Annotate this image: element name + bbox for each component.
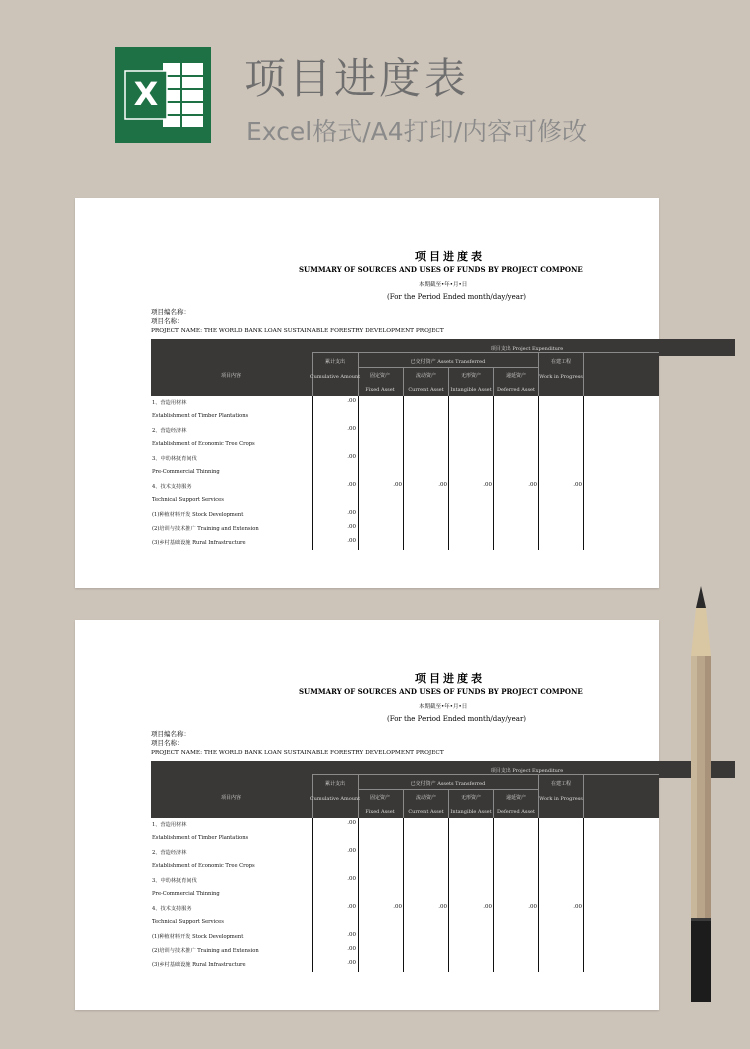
table-cell-value: .00 <box>573 482 582 488</box>
header-wip-en: Work in Progress <box>539 374 583 380</box>
page-title: 项目进度表 <box>244 54 470 103</box>
table-row-label: 2、营造经济林 <box>152 428 187 434</box>
table-cell-value: .00 <box>347 510 356 516</box>
header-deferred-cn: 递延资产 <box>505 795 527 801</box>
project-code-label: 项目编名称： <box>151 730 190 738</box>
project-name-label: 项目名称： <box>151 739 184 747</box>
table-row-label: Establishment of Economic Tree Crops <box>152 441 255 447</box>
table-cell-value: .00 <box>393 904 402 910</box>
header-fixed-en: Fixed Asset <box>365 387 395 393</box>
header-divider <box>448 367 449 396</box>
header-deferred-en: Deferred Asset <box>496 387 536 393</box>
table-row-label: 3、中幼林抚育间伐 <box>152 456 197 462</box>
table-header-band <box>659 339 735 356</box>
sheet-period: (For the Period Ended month/day/year) <box>387 715 527 723</box>
table-cell-value: .00 <box>528 482 537 488</box>
column-divider <box>403 818 404 972</box>
header-cumulative-en: Cumulative Amount <box>309 796 361 802</box>
table-row-label: (1)种植材料开发 Stock Development <box>152 512 244 518</box>
project-name: PROJECT NAME: THE WORLD BANK LOAN SUSTAINABLE FORESTRY DEVELOPMENT PROJECT <box>151 750 444 756</box>
table-cell-value: .00 <box>347 454 356 460</box>
table-row-label: 2、营造经济林 <box>152 850 187 856</box>
table-row-label: Pre-Commercial Thinning <box>152 891 220 897</box>
table-row-label: 4、技术支持服务 <box>152 484 192 490</box>
header-intangible-en: Intangible Asset <box>450 809 492 815</box>
progress-table <box>151 339 659 550</box>
sheet-title: 项目进度表 <box>415 250 485 263</box>
table-header <box>151 761 659 818</box>
header-expenditure: 项目支出 Project Expenditure <box>490 346 564 352</box>
excel-icon <box>115 47 211 143</box>
header-divider <box>448 789 449 818</box>
table-cell-value: .00 <box>393 482 402 488</box>
table-cell-value: .00 <box>347 946 356 952</box>
header-cumulative-cn: 累计支出 <box>324 359 346 365</box>
header-transferred: 已交付资产 Assets Transferred <box>410 359 486 365</box>
header-current-en: Current Asset <box>408 387 444 393</box>
table-cell-value: .00 <box>347 426 356 432</box>
header-wip-cn: 在建工程 <box>550 359 572 365</box>
header-intangible-cn: 无形资产 <box>460 373 482 379</box>
header-divider <box>312 774 659 775</box>
svg-text:X: X <box>133 75 159 113</box>
progress-table <box>151 761 659 972</box>
table-row-label: (2)培训与技术推广 Training and Extension <box>152 948 259 954</box>
sheet-period: (For the Period Ended month/day/year) <box>387 293 527 301</box>
table-cell-value: .00 <box>347 932 356 938</box>
header-divider <box>403 367 404 396</box>
table-cell-value: .00 <box>347 876 356 882</box>
table-cell-value: .00 <box>573 904 582 910</box>
table-cell-value: .00 <box>347 960 356 966</box>
table-cell-value: .00 <box>438 482 447 488</box>
header-intangible-cn: 无形资产 <box>460 795 482 801</box>
sheet-preview <box>75 198 659 588</box>
table-row-label: (3)乡村基础设施 Rural Infrastructure <box>152 962 246 968</box>
table-row-label: Establishment of Timber Plantations <box>152 835 249 841</box>
table-row-label: 1、营造用材林 <box>152 822 187 828</box>
table-row-label: 3、中幼林抚育间伐 <box>152 878 197 884</box>
table-row-label: 1、营造用材林 <box>152 400 187 406</box>
sheet-preview <box>75 620 659 1010</box>
column-divider <box>448 818 449 972</box>
column-divider <box>583 396 584 550</box>
header-fixed-cn: 固定资产 <box>369 373 391 379</box>
column-divider <box>583 818 584 972</box>
project-name: PROJECT NAME: THE WORLD BANK LOAN SUSTAINABLE FORESTRY DEVELOPMENT PROJECT <box>151 328 444 334</box>
table-cell-value: .00 <box>483 482 492 488</box>
header-deferred-en: Deferred Asset <box>496 809 536 815</box>
table-row-label: Establishment of Economic Tree Crops <box>152 863 255 869</box>
header-wip-en: Work in Progress <box>539 796 583 802</box>
header-divider <box>493 789 494 818</box>
sheet-subtitle: SUMMARY OF SOURCES AND USES OF FUNDS BY PROJECT COMPONE <box>299 265 583 274</box>
header-divider <box>312 352 659 353</box>
header-divider <box>403 789 404 818</box>
pencil-icon <box>688 586 714 1006</box>
header-deferred-cn: 递延资产 <box>505 373 527 379</box>
table-row-label: (1)种植材料开发 Stock Development <box>152 934 244 940</box>
table-row-label: Technical Support Services <box>152 497 224 503</box>
column-divider <box>538 396 539 550</box>
table-cell-value: .00 <box>438 904 447 910</box>
sheet-date-line: 本期截至•年•月•日 <box>419 282 468 288</box>
table-row-label: Pre-Commercial Thinning <box>152 469 220 475</box>
column-divider <box>312 396 313 550</box>
header-cumulative-cn: 累计支出 <box>324 781 346 787</box>
column-divider <box>358 396 359 550</box>
table-cell-value: .00 <box>347 482 356 488</box>
header-expenditure: 项目支出 Project Expenditure <box>490 768 564 774</box>
header-divider <box>493 367 494 396</box>
table-header <box>151 339 659 396</box>
table-cell-value: .00 <box>347 820 356 826</box>
header-fixed-cn: 固定资产 <box>369 795 391 801</box>
column-divider <box>312 818 313 972</box>
header-transferred: 已交付资产 Assets Transferred <box>410 781 486 787</box>
column-divider <box>493 396 494 550</box>
header-wip-cn: 在建工程 <box>550 781 572 787</box>
table-cell-value: .00 <box>483 904 492 910</box>
header-item-col: 项目内容 <box>220 795 242 801</box>
header-current-en: Current Asset <box>408 809 444 815</box>
project-code-label: 项目编名称： <box>151 308 190 316</box>
table-cell-value: .00 <box>528 904 537 910</box>
sheet-title: 项目进度表 <box>415 672 485 685</box>
column-divider <box>448 396 449 550</box>
table-cell-value: .00 <box>347 398 356 404</box>
table-cell-value: .00 <box>347 538 356 544</box>
header-cumulative-en: Cumulative Amount <box>309 374 361 380</box>
table-cell-value: .00 <box>347 848 356 854</box>
project-name-label: 项目名称： <box>151 317 184 325</box>
header-current-cn: 流动资产 <box>415 373 437 379</box>
column-divider <box>358 818 359 972</box>
table-row-label: (2)培训与技术推广 Training and Extension <box>152 526 259 532</box>
header-fixed-en: Fixed Asset <box>365 809 395 815</box>
column-divider <box>493 818 494 972</box>
table-row-label: Establishment of Timber Plantations <box>152 413 249 419</box>
table-cell-value: .00 <box>347 524 356 530</box>
table-cell-value: .00 <box>347 904 356 910</box>
header-item-col: 项目内容 <box>220 373 242 379</box>
table-row-label: 4、技术支持服务 <box>152 906 192 912</box>
header-current-cn: 流动资产 <box>415 795 437 801</box>
table-row-label: (3)乡村基础设施 Rural Infrastructure <box>152 540 246 546</box>
column-divider <box>538 818 539 972</box>
sheet-date-line: 本期截至•年•月•日 <box>419 704 468 710</box>
header-intangible-en: Intangible Asset <box>450 387 492 393</box>
sheet-subtitle: SUMMARY OF SOURCES AND USES OF FUNDS BY PROJECT COMPONE <box>299 687 583 696</box>
column-divider <box>403 396 404 550</box>
table-row-label: Technical Support Services <box>152 919 224 925</box>
page-subtitle: Excel格式/A4打印/内容可修改 <box>246 117 588 146</box>
